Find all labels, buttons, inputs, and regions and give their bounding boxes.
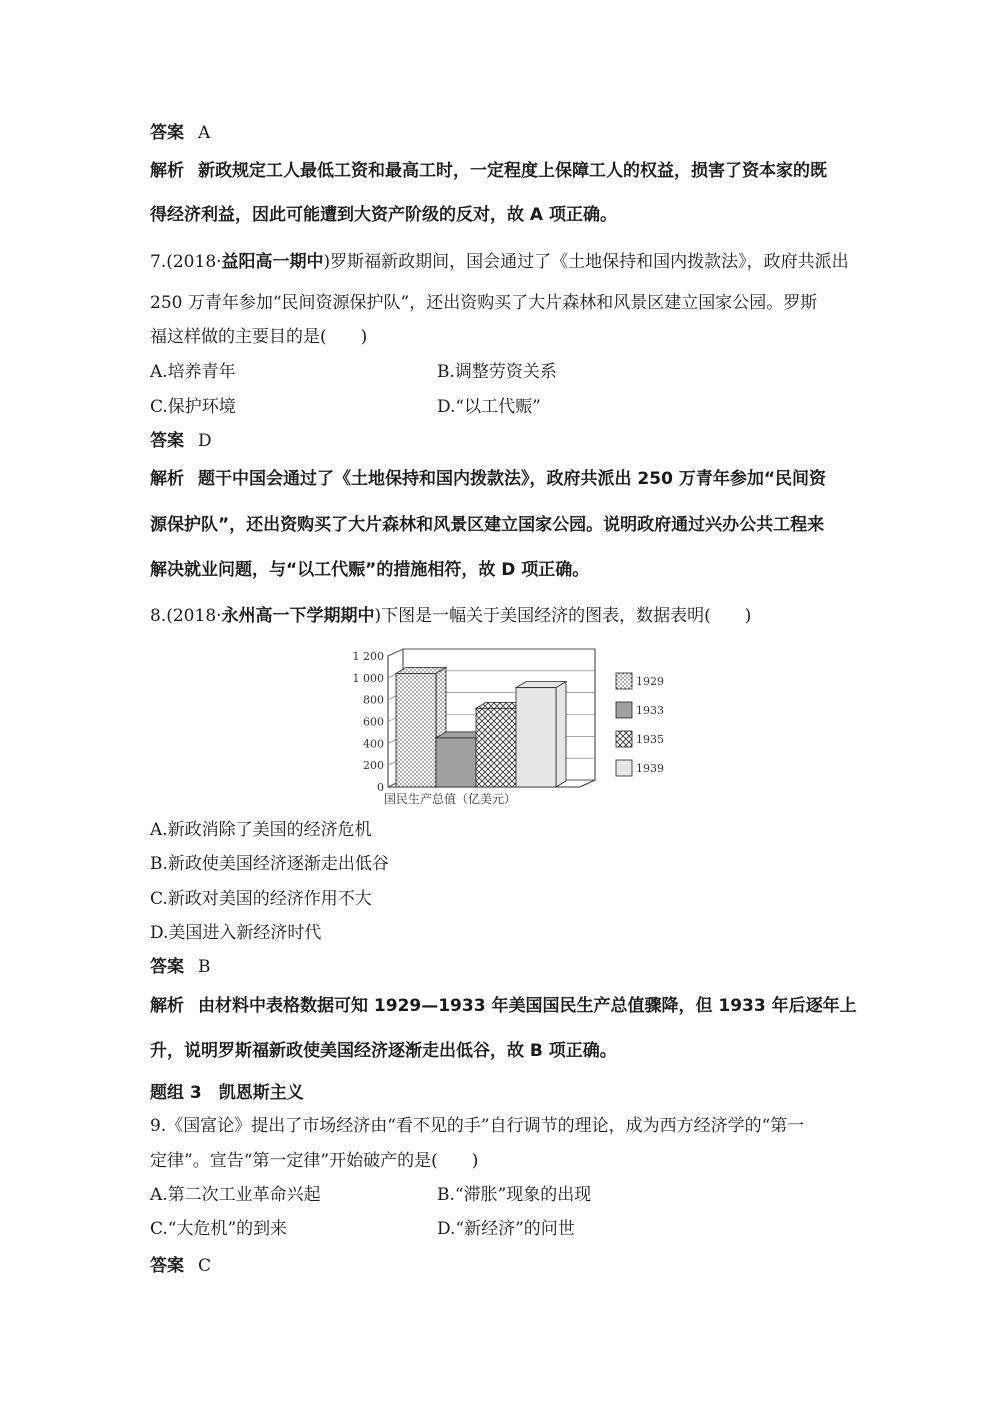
q7-stem-line2: 250 万青年参加“民间资源保护队”，还出资购买了大片森林和风景区建立国家公园。罗斯 [150,293,818,313]
answer-value: C [198,1256,212,1276]
q7-option-d: D.“以工代赈” [437,397,541,417]
q7-analysis-line1 [150,467,826,491]
y-tick-label: 400 [363,737,384,751]
q9-option-c: C.“大危机”的到来 [150,1219,288,1239]
legend-label: 1929 [636,675,664,688]
q9-stem-line2: 定律”。宣告“第一定律”开始破产的是( ) [150,1151,479,1171]
q7-answer-line [150,429,212,453]
q9-stem-line1: 9.《国富论》提出了市场经济由“看不见的手”自行调节的理论，成为西方经济学的“第一 [150,1116,805,1136]
bar-front [476,708,516,787]
y-tick-label: 1 000 [352,671,384,685]
q7-analysis-line3: 解决就业问题，与“以工代赈”的措施相符，故 D 项正确。 [150,560,590,580]
q6-answer-line [150,121,210,145]
q8-option-a: A.新政消除了美国的经济危机 [150,820,372,840]
question-source-prefix: (2018· [166,252,222,272]
analysis-text: 新政规定工人最低工资和最高工时，一定程度上保障工人的权益，损害了资本家的既 [198,161,827,181]
q8-option-d: D.美国进入新经济时代 [150,923,322,943]
legend-swatch [616,673,632,689]
answer-value: D [198,431,212,451]
bar-front [436,738,476,787]
q7-option-b: B.调整劳资关系 [437,362,557,382]
question-stem: )罗斯福新政期间，国会通过了《土地保持和国内拨款法》，政府共派出 [323,252,849,272]
legend-label: 1939 [636,762,664,775]
q9-option-b: B.“滞胀”现象的出现 [437,1185,592,1205]
y-tick-label: 600 [363,715,384,729]
bar-1939 [516,682,566,787]
q7-stem-line3: 福这样做的主要目的是( ) [150,327,368,347]
question-source: 永州高一下学期期中 [221,606,375,626]
y-tick-label: 0 [377,781,384,794]
bar-front [516,688,556,787]
q8-stem [150,604,751,628]
answer-value: B [198,957,211,977]
y-tick-label: 200 [363,759,384,773]
gnp-bar-chart [320,643,680,808]
q8-option-c: C.新政对美国的经济作用不大 [150,889,372,909]
legend-label: 1933 [636,704,664,717]
chart-legend [616,673,664,776]
legend-swatch [616,702,632,718]
q9-option-d: D.“新经济”的问世 [437,1219,575,1239]
q9-answer-line [150,1254,211,1278]
answer-label: 答案 [150,123,184,143]
legend-swatch [616,760,632,776]
analysis-label: 解析 [150,161,184,181]
bar-side [556,682,566,787]
y-tick-label: 1 200 [352,650,384,663]
question-source: 益阳高一期中 [221,252,324,272]
q9-option-a: A.第二次工业革命兴起 [150,1185,321,1205]
question-number: 7. [150,252,167,272]
group-title: 题组 3 凯恩斯主义 [150,1083,304,1103]
analysis-text: 由材料中表格数据可知 1929—1933 年美国国民生产总值骤降，但 1933 年后逐年上 [198,996,857,1016]
analysis-label: 解析 [150,996,184,1016]
answer-value: A [198,123,211,143]
question-stem: )下图是一幅关于美国经济的图表，数据表明( ) [374,606,752,626]
question-source-prefix: (2018· [166,606,222,626]
legend-label: 1935 [636,733,664,746]
q6-analysis-line2: 得经济利益，因此可能遭到大资产阶级的反对，故 A 项正确。 [150,205,617,225]
q7-stem-line1 [150,250,849,274]
q6-analysis-line1 [150,159,827,183]
q7-option-c: C.保护环境 [150,397,236,417]
legend-swatch [616,731,632,747]
y-tick-label: 800 [363,693,384,707]
q8-analysis-line2: 升，说明罗斯福新政使美国经济逐渐走出低谷，故 B 项正确。 [150,1041,617,1061]
q7-option-a: A.培养青年 [150,362,236,382]
question-number: 8. [150,606,167,626]
analysis-label: 解析 [150,469,184,489]
q8-analysis-line1 [150,994,857,1018]
q8-answer-line [150,955,211,979]
answer-label: 答案 [150,1256,184,1276]
answer-label: 答案 [150,431,184,451]
q8-option-b: B.新政使美国经济逐渐走出低谷 [150,854,389,874]
answer-label: 答案 [150,957,184,977]
analysis-text: 题干中国会通过了《土地保持和国内拨款法》，政府共派出 250 万青年参加“民间资 [198,469,826,489]
bar-front [396,673,436,787]
q7-analysis-line2: 源保护队”，还出资购买了大片森林和风景区建立国家公园。说明政府通过兴办公共工程来 [150,515,825,535]
x-axis-label: 国民生产总值（亿美元） [383,792,517,806]
